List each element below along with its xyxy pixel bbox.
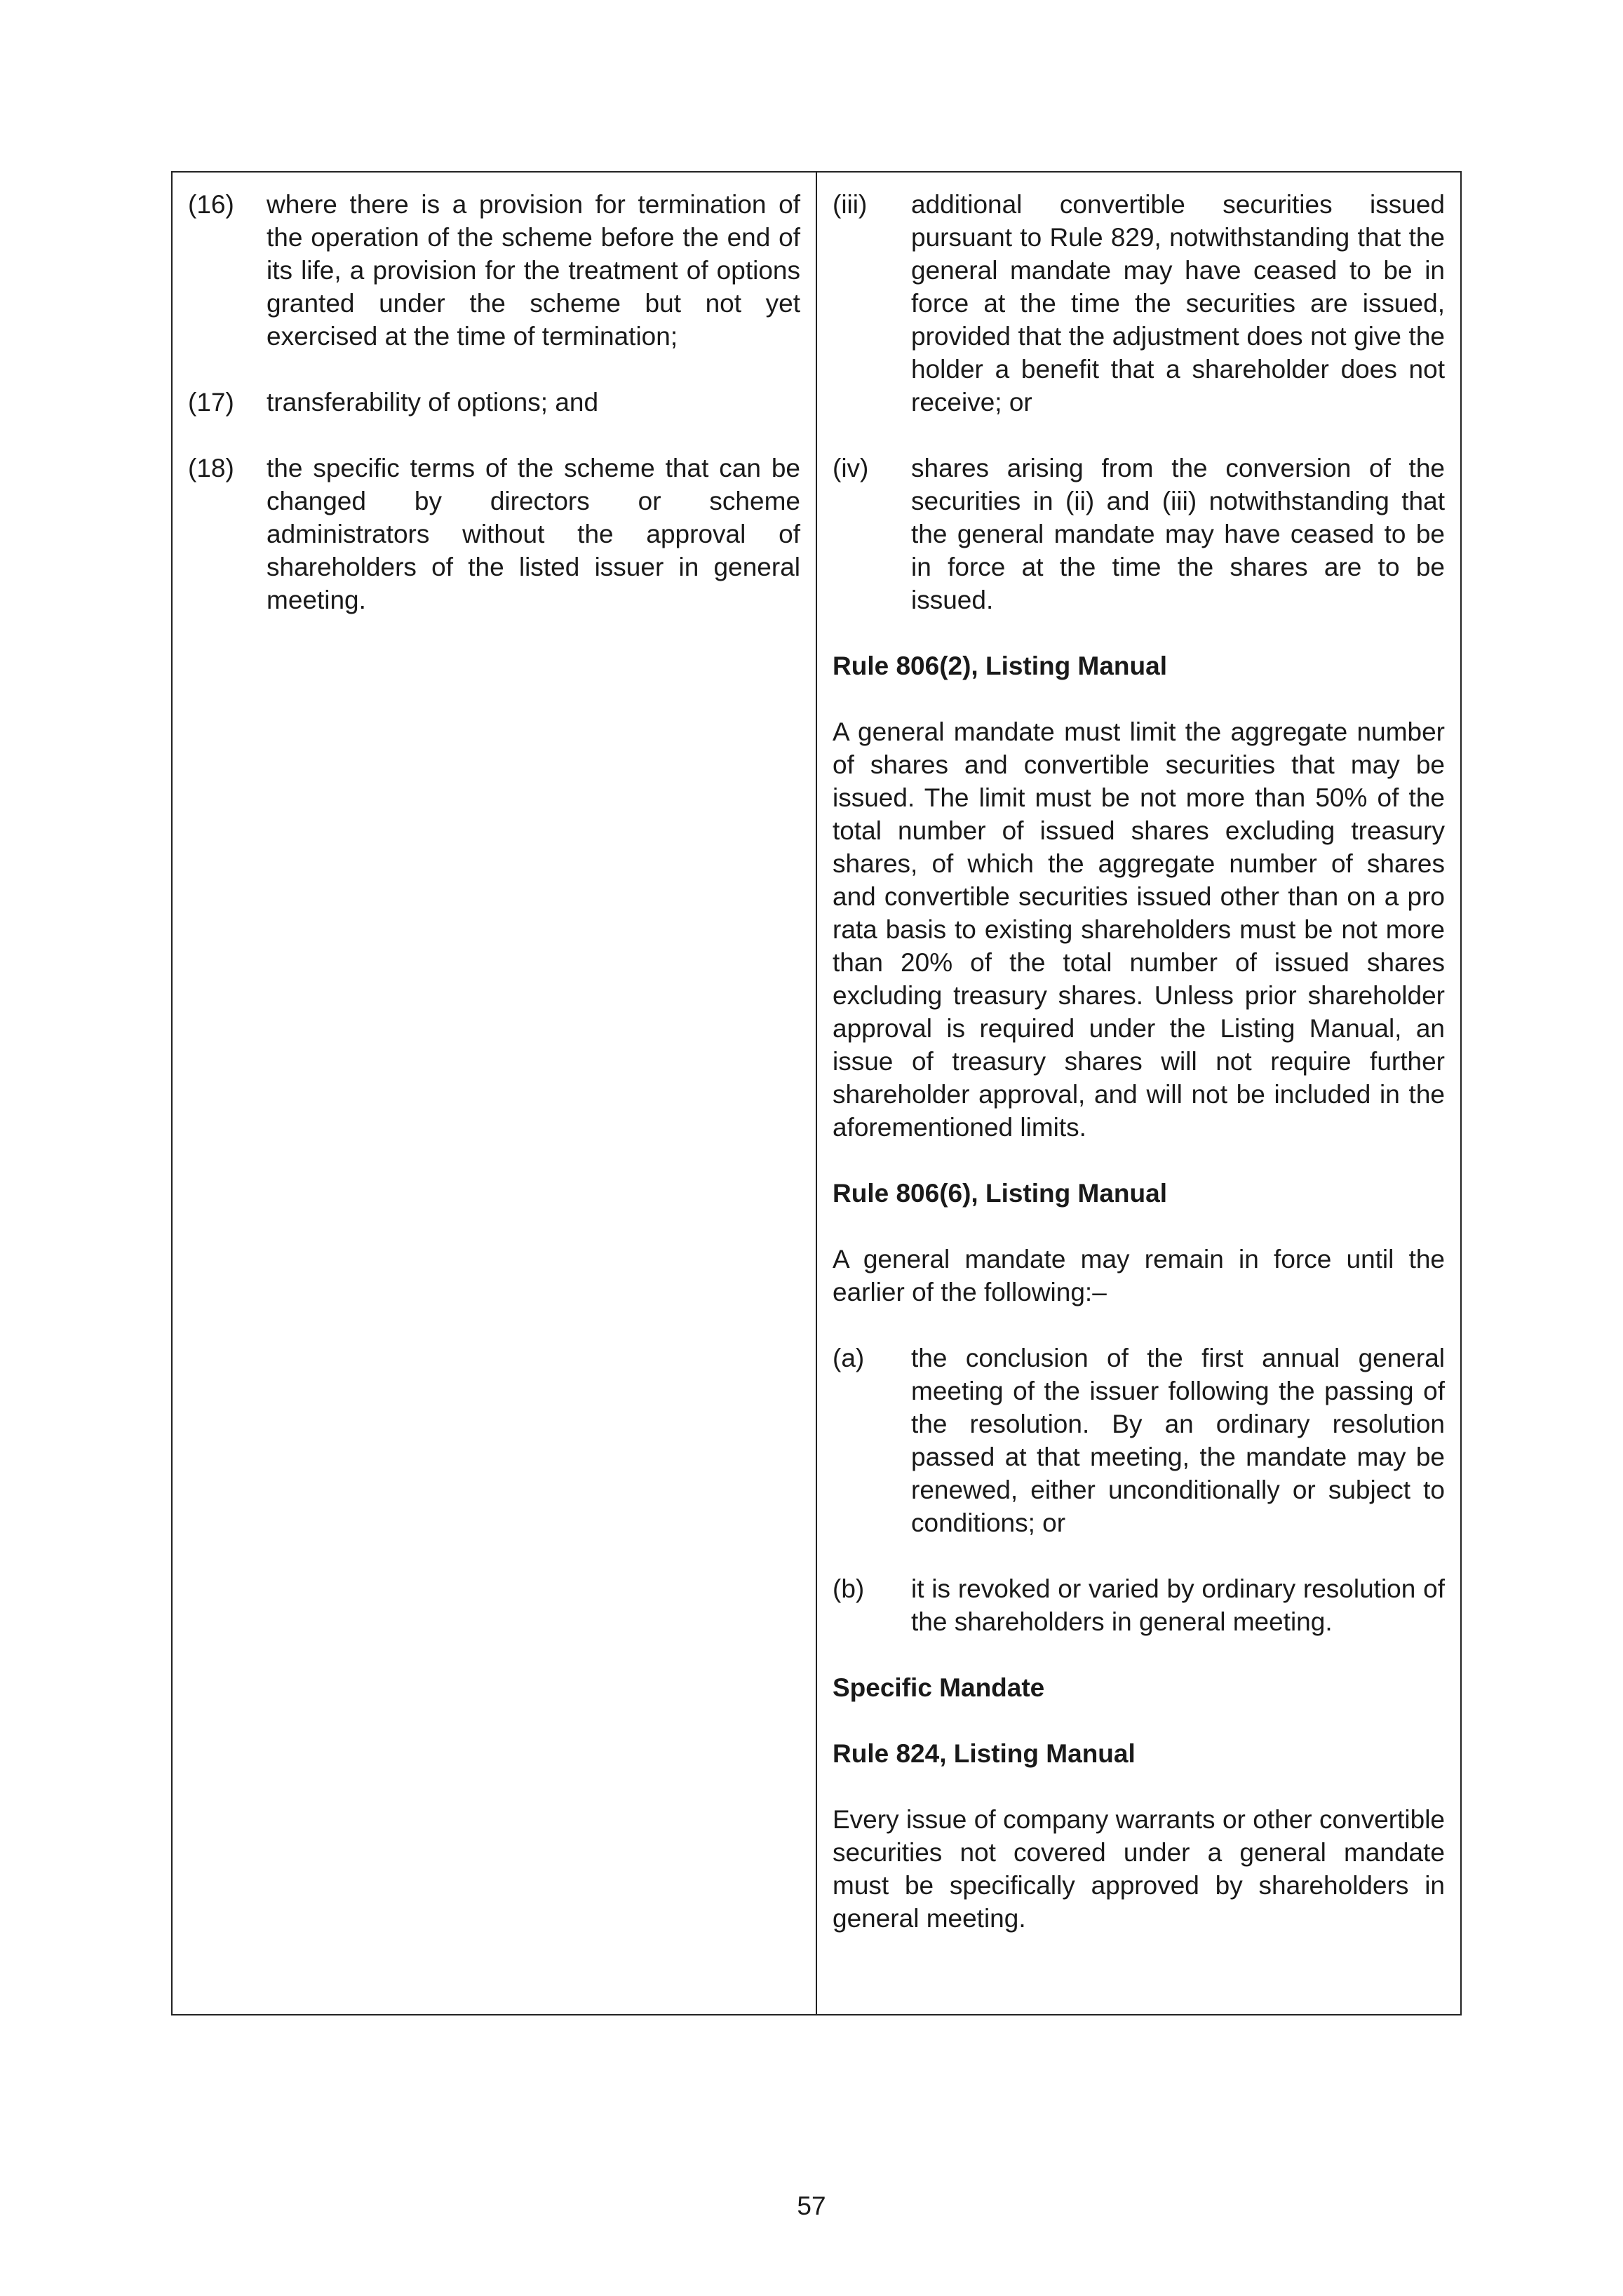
document-table [171, 171, 1462, 2015]
item-text: shares arising from the conversion of the securities in (ii) and (iii) notwithstanding that the general mandate may have ceased to be in force at the time the shares are to be issued. [911, 454, 1445, 614]
page-number: 57 [797, 2192, 826, 2220]
item-text: transferability of options; and [267, 388, 599, 417]
list-item-iv [833, 452, 1445, 616]
item-number: (a) [833, 1344, 865, 1372]
left-column [173, 173, 817, 2014]
item-text: the specific terms of the scheme that can be changed by directors or scheme administrators without the approval of shareholders of the listed issuer in general meeting. [267, 454, 800, 614]
heading-rule-806-6: Rule 806(6), Listing Manual [833, 1179, 1167, 1208]
item-number: (17) [188, 388, 234, 417]
list-item-iii [833, 188, 1445, 419]
paragraph-rule-806-2: A general mandate must limit the aggregate number of shares and convertible securities that may be issued. The limit must be not more than 50% of the total number of issued shares excluding treasury shares, of which the aggregate number of shares and convertible securities issued other than on a pro rata basis to existing shareholders must be not more than 20% of the total number of issued shares excluding treasury shares. Unless prior shareholder approval is required under the Listing Manual, an issue of treasury shares will not require further shareholder approval, and will not be included in the aforementioned limits. [833, 717, 1445, 1142]
item-text: it is revoked or varied by ordinary resolution of the shareholders in general meeting. [911, 1574, 1445, 1636]
heading-specific-mandate: Specific Mandate [833, 1673, 1045, 1702]
right-column [817, 173, 1460, 2014]
item-number: (b) [833, 1574, 865, 1603]
heading-rule-806-2: Rule 806(2), Listing Manual [833, 651, 1167, 680]
paragraph-rule-806-6: A general mandate may remain in force until the earlier of the following:– [833, 1245, 1445, 1306]
list-item-17 [188, 386, 800, 419]
list-item-a [833, 1342, 1445, 1539]
item-text: the conclusion of the first annual general meeting of the issuer following the passing of the resolution. By an ordinary resolution passed at that meeting, the mandate may be renewed, either unconditionally or subject to conditions; or [911, 1344, 1445, 1537]
item-number: (iii) [833, 190, 868, 219]
list-item-18 [188, 452, 800, 616]
list-item-b [833, 1572, 1445, 1638]
list-item-16 [188, 188, 800, 353]
item-number: (iv) [833, 454, 869, 482]
item-number: (16) [188, 190, 234, 219]
item-text: where there is a provision for termination of the operation of the scheme before the end of its life, a provision for the treatment of options granted under the scheme but not yet exercised at the time of termination; [267, 190, 800, 351]
heading-rule-824: Rule 824, Listing Manual [833, 1739, 1136, 1768]
item-number: (18) [188, 454, 234, 482]
item-text: additional convertible securities issued pursuant to Rule 829, notwithstanding that the general mandate may have ceased to be in force at the time the securities are issued, provided that the adjustment does not give the holder a benefit that a shareholder does not receive; or [911, 190, 1445, 417]
paragraph-rule-824: Every issue of company warrants or other convertible securities not covered under a general mandate must be specifically approved by shareholders in general meeting. [833, 1805, 1445, 1933]
